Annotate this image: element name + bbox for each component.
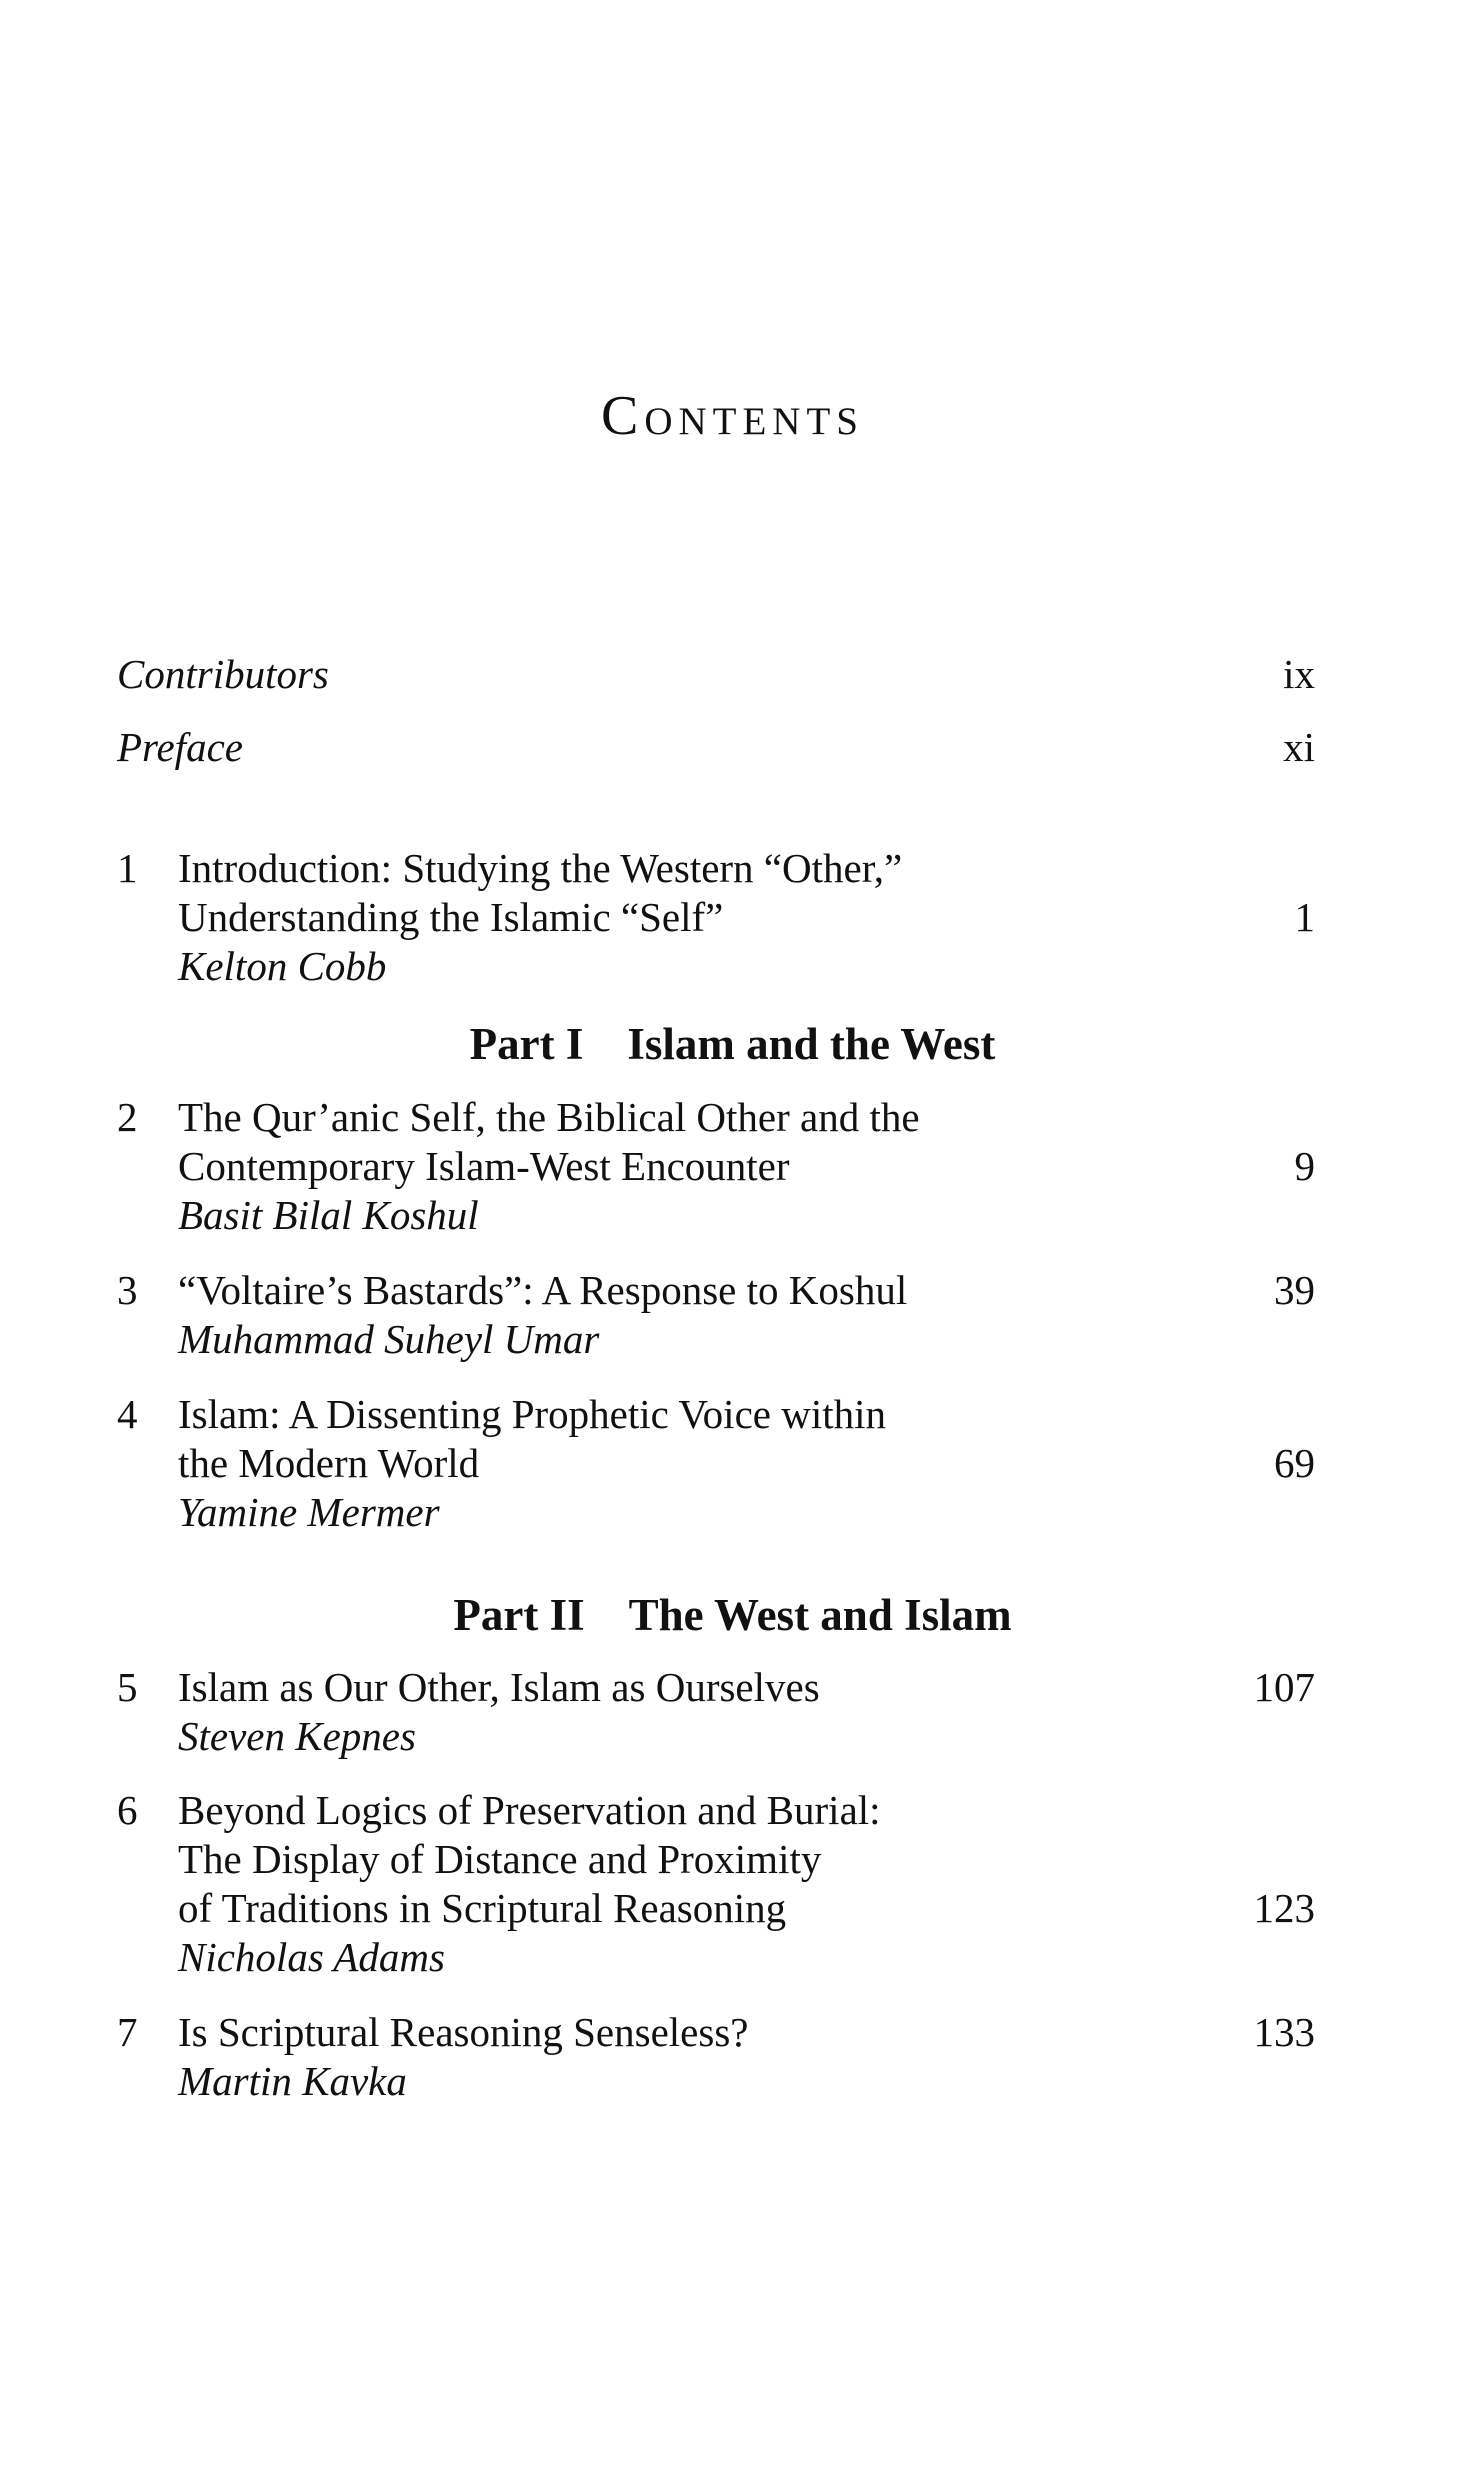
- chapter-page: 69: [1274, 1440, 1315, 1486]
- chapter-number: 3: [117, 1267, 138, 1313]
- entry-page: ix: [1283, 651, 1315, 697]
- chapter-number: 6: [117, 1787, 138, 1833]
- part-title: Islam and the West: [627, 1019, 996, 1069]
- chapter-author: Muhammad Suheyl Umar: [178, 1316, 600, 1362]
- chapter-title-line: the Modern World: [178, 1440, 480, 1486]
- chapter-page: 39: [1274, 1267, 1315, 1313]
- chapter-title-line: Introduction: Studying the Western “Other,”: [178, 845, 903, 891]
- chapter-page: 1: [1294, 894, 1315, 940]
- page-title: Contents: [600, 385, 864, 447]
- part-label: Part I: [469, 1019, 584, 1069]
- chapter-author: Nicholas Adams: [178, 1934, 445, 1980]
- chapter-number: 5: [117, 1664, 138, 1710]
- chapter-title-line: of Traditions in Scriptural Reasoning: [178, 1885, 787, 1931]
- chapter-author: Martin Kavka: [178, 2058, 407, 2104]
- chapter-title-line: Islam: A Dissenting Prophetic Voice within: [178, 1391, 886, 1437]
- chapter-title-line: Contemporary Islam-West Encounter: [178, 1143, 790, 1189]
- entry-label: Contributors: [117, 651, 329, 697]
- chapter-title-line: The Display of Distance and Proximity: [178, 1836, 822, 1882]
- entry-page: xi: [1283, 724, 1315, 770]
- part-heading-2: [0, 1590, 1465, 1640]
- chapter-title-line: Islam as Our Other, Islam as Ourselves: [178, 1664, 820, 1710]
- chapter-title-line: “Voltaire’s Bastards”: A Response to Koshul: [178, 1267, 908, 1313]
- chapter-author: Kelton Cobb: [178, 943, 387, 989]
- chapter-page: 107: [1253, 1664, 1315, 1710]
- chapter-page: 9: [1294, 1143, 1315, 1189]
- chapter-number: 4: [117, 1391, 138, 1437]
- chapter-page: 123: [1253, 1885, 1315, 1931]
- chapter-author: Steven Kepnes: [178, 1713, 416, 1759]
- chapter-title-line: The Qur’anic Self, the Biblical Other and the: [178, 1094, 920, 1140]
- chapter-number: 7: [117, 2009, 138, 2055]
- chapter-author: Basit Bilal Koshul: [178, 1192, 479, 1238]
- entry-label: Preface: [117, 724, 243, 770]
- chapter-title-line: Understanding the Islamic “Self”: [178, 894, 724, 940]
- chapter-author: Yamine Mermer: [178, 1489, 440, 1535]
- chapter-title-line: Beyond Logics of Preservation and Burial:: [178, 1787, 881, 1833]
- chapter-title-line: Is Scriptural Reasoning Senseless?: [178, 2009, 749, 2055]
- part-title: The West and Islam: [628, 1590, 1012, 1640]
- part-label: Part II: [453, 1590, 585, 1640]
- chapter-number: 1: [117, 845, 138, 891]
- chapter-number: 2: [117, 1094, 138, 1140]
- chapter-page: 133: [1253, 2009, 1315, 2055]
- part-heading-1: [0, 1019, 1465, 1069]
